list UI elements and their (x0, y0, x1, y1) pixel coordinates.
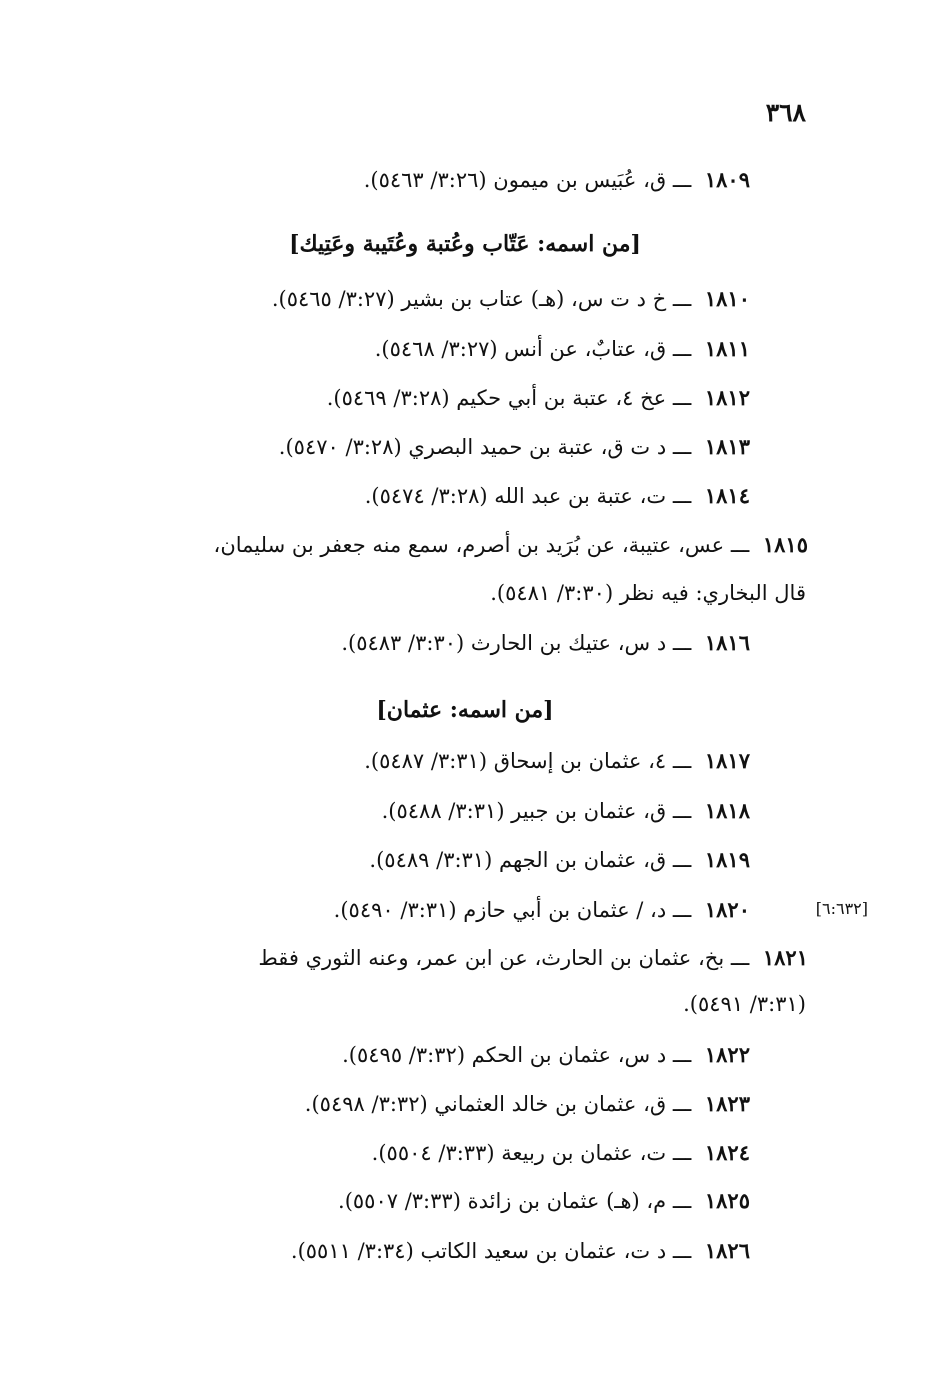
entry-number: ١٨٢٣ (704, 1091, 750, 1116)
entry-text: ـــ ق، عُبَيس بن ميمون (٣:٢٦/ ٥٤٦٣). (363, 168, 692, 192)
entry-text: ـــ ق، عثمان بن خالد العثماني (٣:٣٢/ ٥٤٩٨). (304, 1092, 692, 1116)
entry-1812 (30, 383, 750, 413)
entry-1810 (30, 284, 750, 314)
entry-text: ـــ ق، عثمان بن جبير (٣:٣١/ ٥٤٨٨). (381, 799, 692, 823)
entry-1819 (30, 845, 750, 875)
entry-number: ١٨٢٤ (704, 1140, 750, 1165)
entry-1815 (18, 530, 808, 560)
entry-text: ـــ ت، عثمان بن ربيعة (٣:٣٣/ ٥٥٠٤). (371, 1141, 692, 1165)
section-heading-uthman: [من اسمه: عثمان] (376, 697, 554, 723)
entry-text: ـــ ٤، عثمان بن إسحاق (٣:٣١/ ٥٤٨٧). (364, 749, 692, 773)
entry-text: ـــ عخ ٤، عتبة بن أبي حكيم (٣:٢٨/ ٥٤٦٩). (326, 386, 692, 410)
entry-text: ـــ ق، عتابٌ، عن أنس (٣:٢٧/ ٥٤٦٨). (374, 337, 692, 361)
entry-number: ١٨٢١ (762, 945, 808, 970)
entry-number: ١٨١٤ (704, 483, 750, 508)
entry-number: ١٨٢٢ (704, 1042, 750, 1067)
entry-number: ١٨١٠ (704, 286, 750, 311)
entry-1813 (30, 432, 750, 462)
entry-number: ١٨٠٩ (704, 167, 750, 192)
entry-number: ١٨١٦ (704, 630, 750, 655)
entry-1809 (30, 165, 750, 195)
entry-text: ـــ د ت ق، عتبة بن حميد البصري (٣:٢٨/ ٥٤٧٠). (278, 435, 692, 459)
entry-1822 (30, 1040, 750, 1070)
entry-number: ١٨١٣ (704, 434, 750, 459)
entry-number: ١٨٢٥ (704, 1188, 750, 1213)
entry-text: ـــ ت، عتبة بن عبد الله (٣:٢٨/ ٥٤٧٤). (364, 484, 692, 508)
entry-text: ـــ ق، عثمان بن الجهم (٣:٣١/ ٥٤٨٩). (369, 848, 692, 872)
entry-text: ـــ عس، عتيبة، عن بُرَيد بن أصرم، سمع منه جعفر بن سليمان، (213, 533, 750, 557)
entry-1823 (30, 1089, 750, 1119)
entry-number: ١٨١٧ (704, 748, 750, 773)
entry-text: ـــ م، (هـ) عثمان بن زائدة (٣:٣٣/ ٥٥٠٧). (338, 1189, 692, 1213)
section-heading-atab: [من اسمه: عَتّاب وعُتبة وعُتَيبة وعَتِيك] (289, 231, 641, 257)
entry-text: ـــ خ د ت س، (هـ) عتاب بن بشير (٣:٢٧/ ٥٤٦٥). (271, 287, 692, 311)
entry-1818 (30, 796, 750, 826)
entry-1824 (30, 1138, 750, 1168)
entry-number: ١٨٢٠ (704, 897, 750, 922)
entry-number: ١٨٢٦ (704, 1238, 750, 1263)
entry-number: ١٨١٢ (704, 385, 750, 410)
entry-1821 (18, 943, 808, 973)
entry-number: ١٨١٥ (762, 532, 808, 557)
entry-1821-continuation: (٣:٣١/ ٥٤٩١). (683, 992, 806, 1016)
entry-1825 (30, 1186, 750, 1216)
entry-1817 (30, 746, 750, 776)
entry-number: ١٨١٨ (704, 798, 750, 823)
entry-1815-continuation: قال البخاري: فيه نظر (٣:٣٠/ ٥٤٨١). (490, 581, 806, 605)
entry-text: ـــ د س، عثمان بن الحكم (٣:٣٢/ ٥٤٩٥). (342, 1043, 692, 1067)
entry-1826 (30, 1236, 750, 1266)
entry-number: ١٨١١ (704, 336, 750, 361)
entry-text: ـــ د س، عتيك بن الحارث (٣:٣٠/ ٥٤٨٣). (341, 631, 692, 655)
entry-text: ـــ د ت، عثمان بن سعيد الكاتب (٣:٣٤/ ٥٥١١). (290, 1239, 692, 1263)
entry-1814 (30, 481, 750, 511)
page-number: ٣٦٨ (765, 98, 806, 127)
entry-number: ١٨١٩ (704, 847, 750, 872)
entry-1811 (30, 334, 750, 364)
entry-1820 (30, 895, 750, 925)
margin-reference: [٦:٦٣٢] (815, 899, 868, 918)
entry-text: ـــ د، / عثمان بن أبي حازم (٣:٣١/ ٥٤٩٠). (333, 898, 692, 922)
entry-1816 (30, 628, 750, 658)
entry-text: ـــ بخ، عثمان بن الحارث، عن ابن عمر، وعنه الثوري فقط (258, 946, 750, 970)
